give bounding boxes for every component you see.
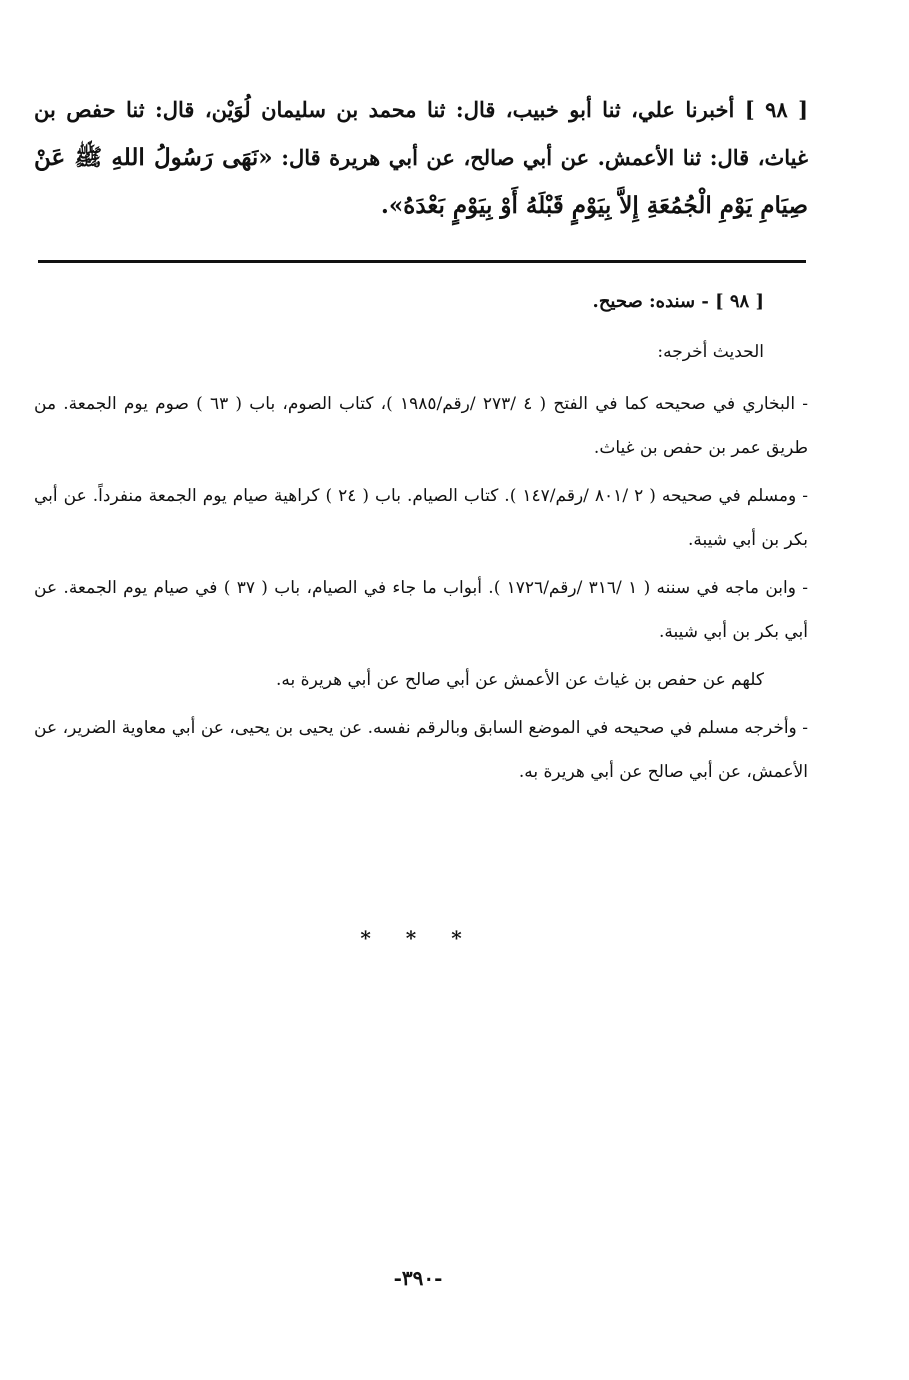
hadith-main-text xyxy=(34,86,808,230)
footnote-muslim-second: - وأخرجه مسلم في صحيحه في الموضع السابق وبالرقم نفسه. عن يحيى بن يحيى، عن أبي معاوية الضرير، عن الأعمش، عن أبي صالح عن أبي هريرة به. xyxy=(34,718,808,782)
footnote-divider xyxy=(38,260,806,263)
page-number: -٣٩٠- xyxy=(393,1266,443,1290)
footnotes xyxy=(34,280,808,798)
isnad-text: [ ٩٨ ] أخبرنا علي، ثنا أبو خبيب، قال: ثنا محمد بن سليمان لُوَيْن، قال: ثنا حفص بن غياث، قال: ثنا الأعمش. عن أبي صالح، عن أبي هريرة قال: xyxy=(34,97,808,170)
hadith-matn: «نَهَى رَسُولُ اللهِ ﷺ عَنْ صِيَامِ يَوْمِ الْجُمُعَةِ إِلاَّ بِيَوْمٍ قَبْلَهُ أَوْ بِيَوْمٍ بَعْدَهُ». xyxy=(34,144,808,219)
footnote-bukhari: - البخاري في صحيحه كما في الفتح ( ٤ /٢٧٣ /رقم/١٩٨٥ )، كتاب الصوم، باب ( ٦٣ ) صوم يوم الجمعة. من طريق عمر بن حفص بن غياث. xyxy=(34,394,809,458)
footnote-intro: الحديث أخرجه: xyxy=(657,342,764,362)
footnote-muslim: - ومسلم في صحيحه ( ٢ /٨٠١ /رقم/١٤٧ ). كتاب الصيام. باب ( ٢٤ ) كراهية صيام يوم الجمعة منفرداً. عن أبي بكر بن أبي شيبة. xyxy=(34,486,809,550)
section-separator: * * * xyxy=(360,926,476,950)
footnote-ibn-majah: - وابن ماجه في سننه ( ١ /٣١٦ /رقم/١٧٢٦ ). أبواب ما جاء في الصيام، باب ( ٣٧ ) في صيام يوم الجمعة. عن أبي بكر بن أبي شيبة. xyxy=(34,578,809,642)
footnote-heading: [ ٩٨ ] - سنده: صحيح. xyxy=(592,291,764,312)
footnote-summary: كلهم عن حفص بن غياث عن الأعمش عن أبي صالح عن أبي هريرة به. xyxy=(276,670,764,690)
